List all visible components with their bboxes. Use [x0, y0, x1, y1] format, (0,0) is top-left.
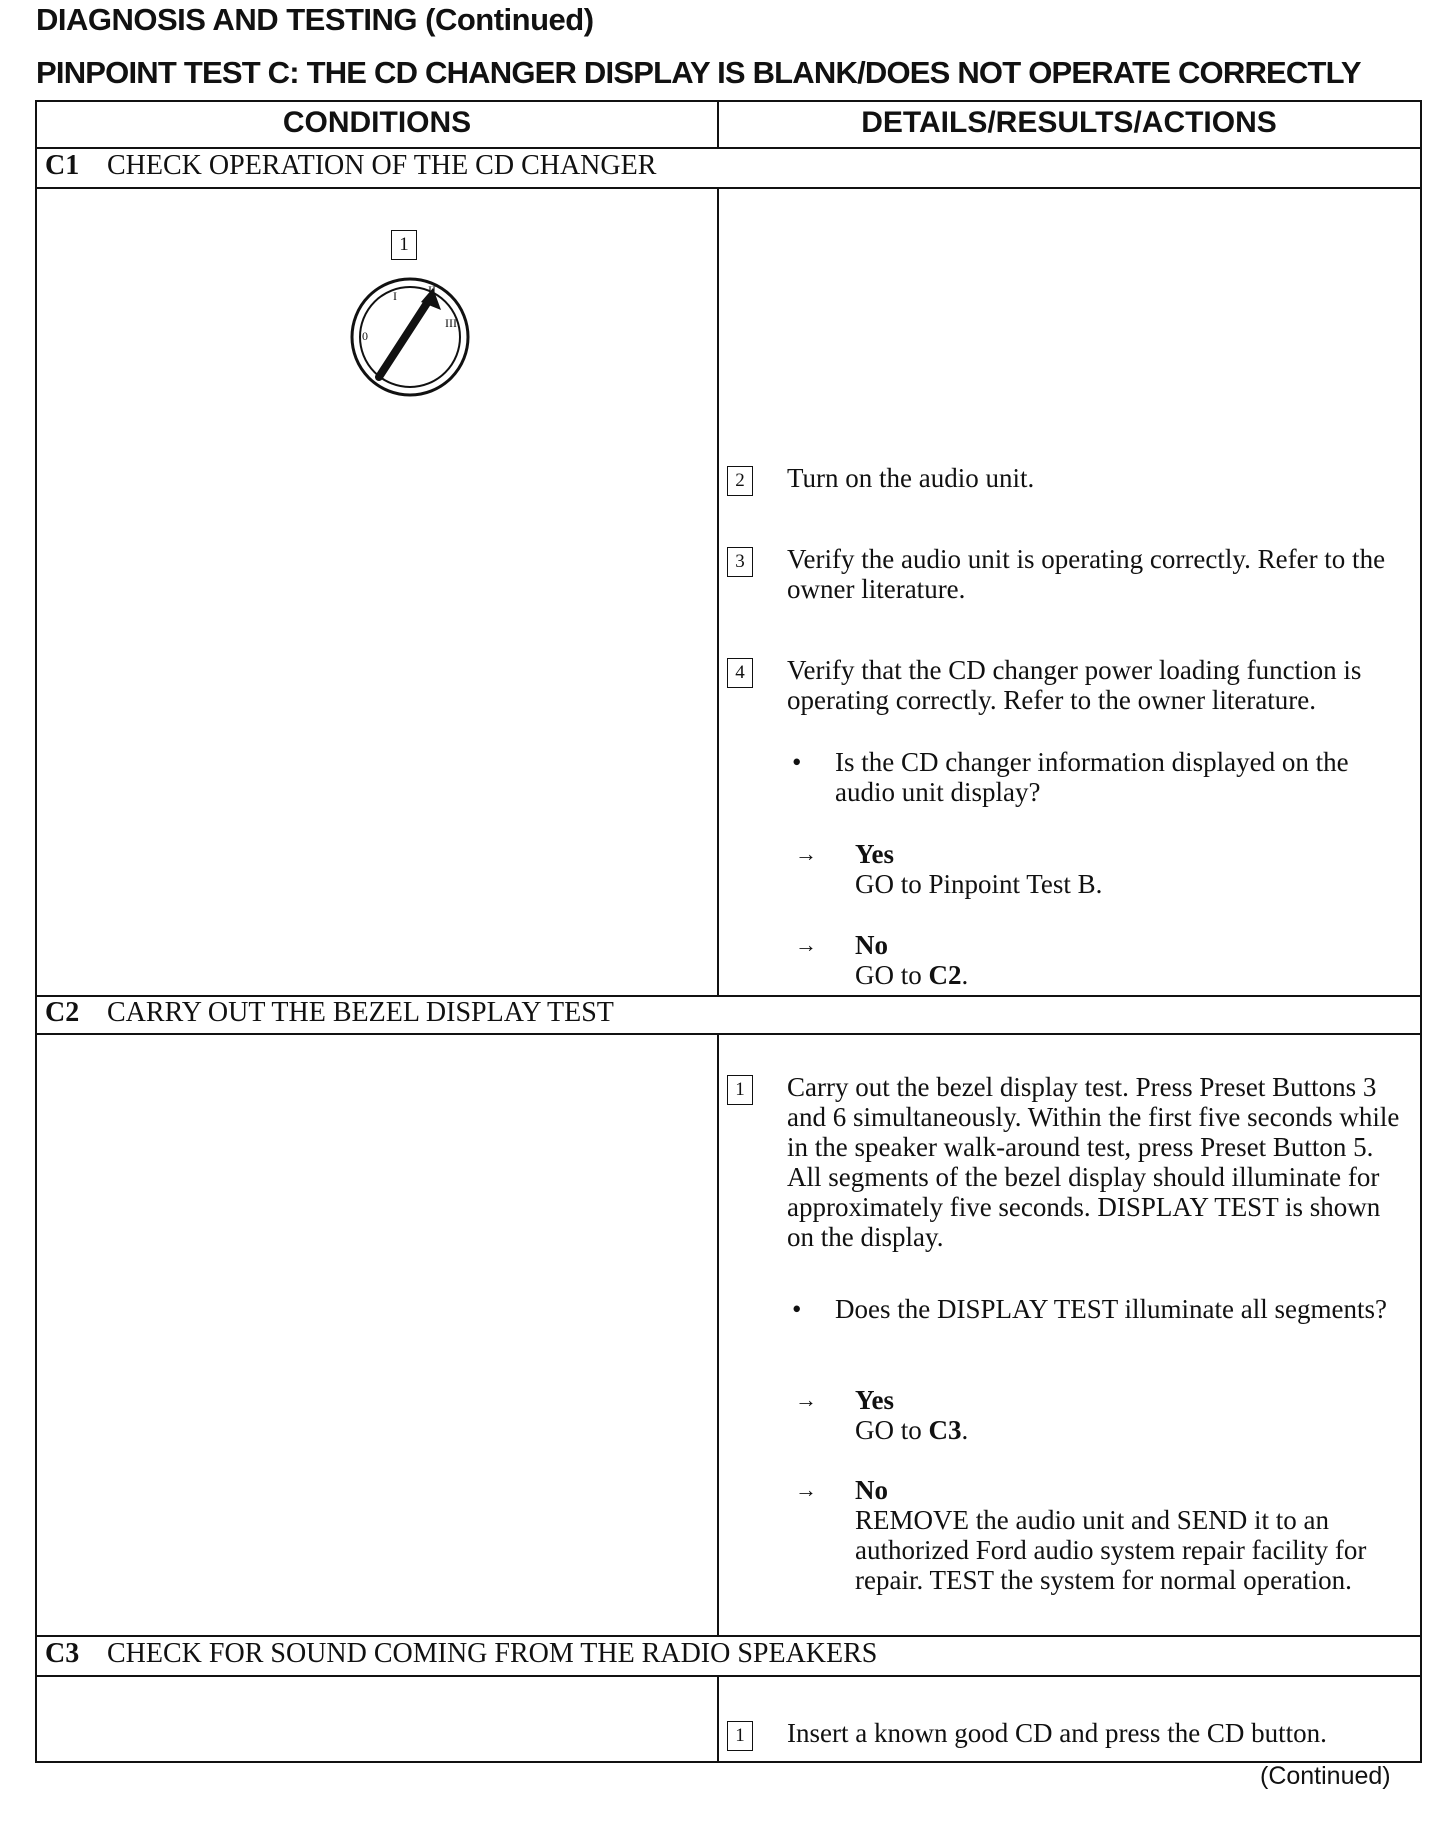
- step-number: C3: [45, 1638, 80, 1669]
- step-title: CARRY OUT THE BEZEL DISPLAY TEST: [107, 997, 614, 1028]
- arrow-right-icon: →: [795, 932, 817, 957]
- arrow-right-icon: →: [795, 841, 817, 866]
- step-number-box: 1: [727, 1075, 753, 1105]
- no-label: No: [855, 930, 888, 960]
- row-divider: [37, 1675, 1420, 1677]
- column-divider: [717, 1675, 719, 1763]
- step-c1-question: Is the CD changer information displayed on the audio unit display?: [835, 747, 1349, 807]
- figure-callout: 1: [391, 230, 417, 260]
- step-instruction: Carry out the bezel display test. Press Preset Buttons 3 and 6 simultaneously. Within the first five seconds while in the speaker walk-around test, press Preset Button 5. All segments of the bezel display should illuminate for approximately five seconds. DISPLAY TEST is shown on the display.: [787, 1072, 1400, 1252]
- no-action-suffix: .: [961, 960, 969, 990]
- pinpoint-test-title: PINPOINT TEST C: THE CD CHANGER DISPLAY IS BLANK/DOES NOT OPERATE CORRECTLY: [36, 55, 1361, 90]
- yes-label: Yes: [855, 1385, 894, 1415]
- yes-label: Yes: [855, 839, 894, 869]
- no-action-prefix: GO to: [855, 960, 929, 990]
- svg-text:I: I: [393, 289, 397, 303]
- step-instruction: Verify that the CD changer power loading function is operating correctly. Refer to the owner literature.: [787, 655, 1362, 715]
- bullet-icon: •: [792, 747, 802, 777]
- step-title: CHECK OPERATION OF THE CD CHANGER: [107, 150, 657, 181]
- ignition-switch-icon: [349, 272, 471, 402]
- step-c3-header: [45, 1638, 877, 1670]
- svg-text:III: III: [445, 316, 457, 330]
- column-header-details: DETAILS/RESULTS/ACTIONS: [861, 106, 1277, 139]
- svg-text:II: II: [428, 283, 436, 297]
- step-number: C2: [45, 997, 80, 1028]
- ignition-figure: [349, 230, 471, 405]
- row-divider: [37, 187, 1420, 189]
- no-label: No: [855, 1475, 888, 1505]
- continued-label: (Continued): [1260, 1762, 1391, 1790]
- yes-action-prefix: GO to: [855, 1415, 929, 1445]
- goto-step-c3: C3: [928, 1415, 962, 1445]
- column-header-conditions: CONDITIONS: [282, 106, 472, 139]
- step-number-box: 4: [727, 658, 753, 688]
- row-divider: [37, 1635, 1420, 1637]
- step-number-box: 2: [727, 466, 753, 496]
- step-instruction: Insert a known good CD and press the CD button.: [787, 1718, 1327, 1748]
- step-number: C1: [45, 150, 80, 181]
- column-divider: [717, 1033, 719, 1635]
- column-divider: [717, 187, 719, 995]
- arrow-right-icon: →: [795, 1387, 817, 1412]
- step-title: CHECK FOR SOUND COMING FROM THE RADIO SPEAKERS: [107, 1638, 878, 1669]
- row-divider: [37, 147, 1420, 149]
- yes-action-suffix: .: [961, 1415, 969, 1445]
- step-instruction: Turn on the audio unit.: [787, 463, 1035, 493]
- step-c1-header: [45, 150, 656, 182]
- arrow-right-icon: →: [795, 1477, 817, 1502]
- page-title: DIAGNOSIS AND TESTING (Continued): [36, 2, 594, 37]
- step-number-box: 3: [727, 547, 753, 577]
- step-instruction: Verify the audio unit is operating correctly. Refer to the owner literature.: [787, 544, 1386, 604]
- pinpoint-table: [35, 100, 1422, 1763]
- step-c2-yes-action: [855, 1415, 1405, 1445]
- goto-step-c2: C2: [928, 960, 962, 990]
- step-c1-no-action: [855, 960, 1405, 990]
- row-divider: [37, 1033, 1420, 1035]
- bullet-icon: •: [792, 1294, 802, 1324]
- svg-text:0: 0: [362, 329, 368, 343]
- step-c1-yes-action: GO to Pinpoint Test B.: [855, 869, 1103, 899]
- step-c2-header: [45, 997, 614, 1029]
- step-number-box: 1: [727, 1721, 753, 1751]
- step-c2-no-action: REMOVE the audio unit and SEND it to an authorized Ford audio system repair facility for repair. TEST the system for normal operation.: [855, 1505, 1367, 1595]
- step-c2-question: Does the DISPLAY TEST illuminate all segments?: [835, 1294, 1387, 1324]
